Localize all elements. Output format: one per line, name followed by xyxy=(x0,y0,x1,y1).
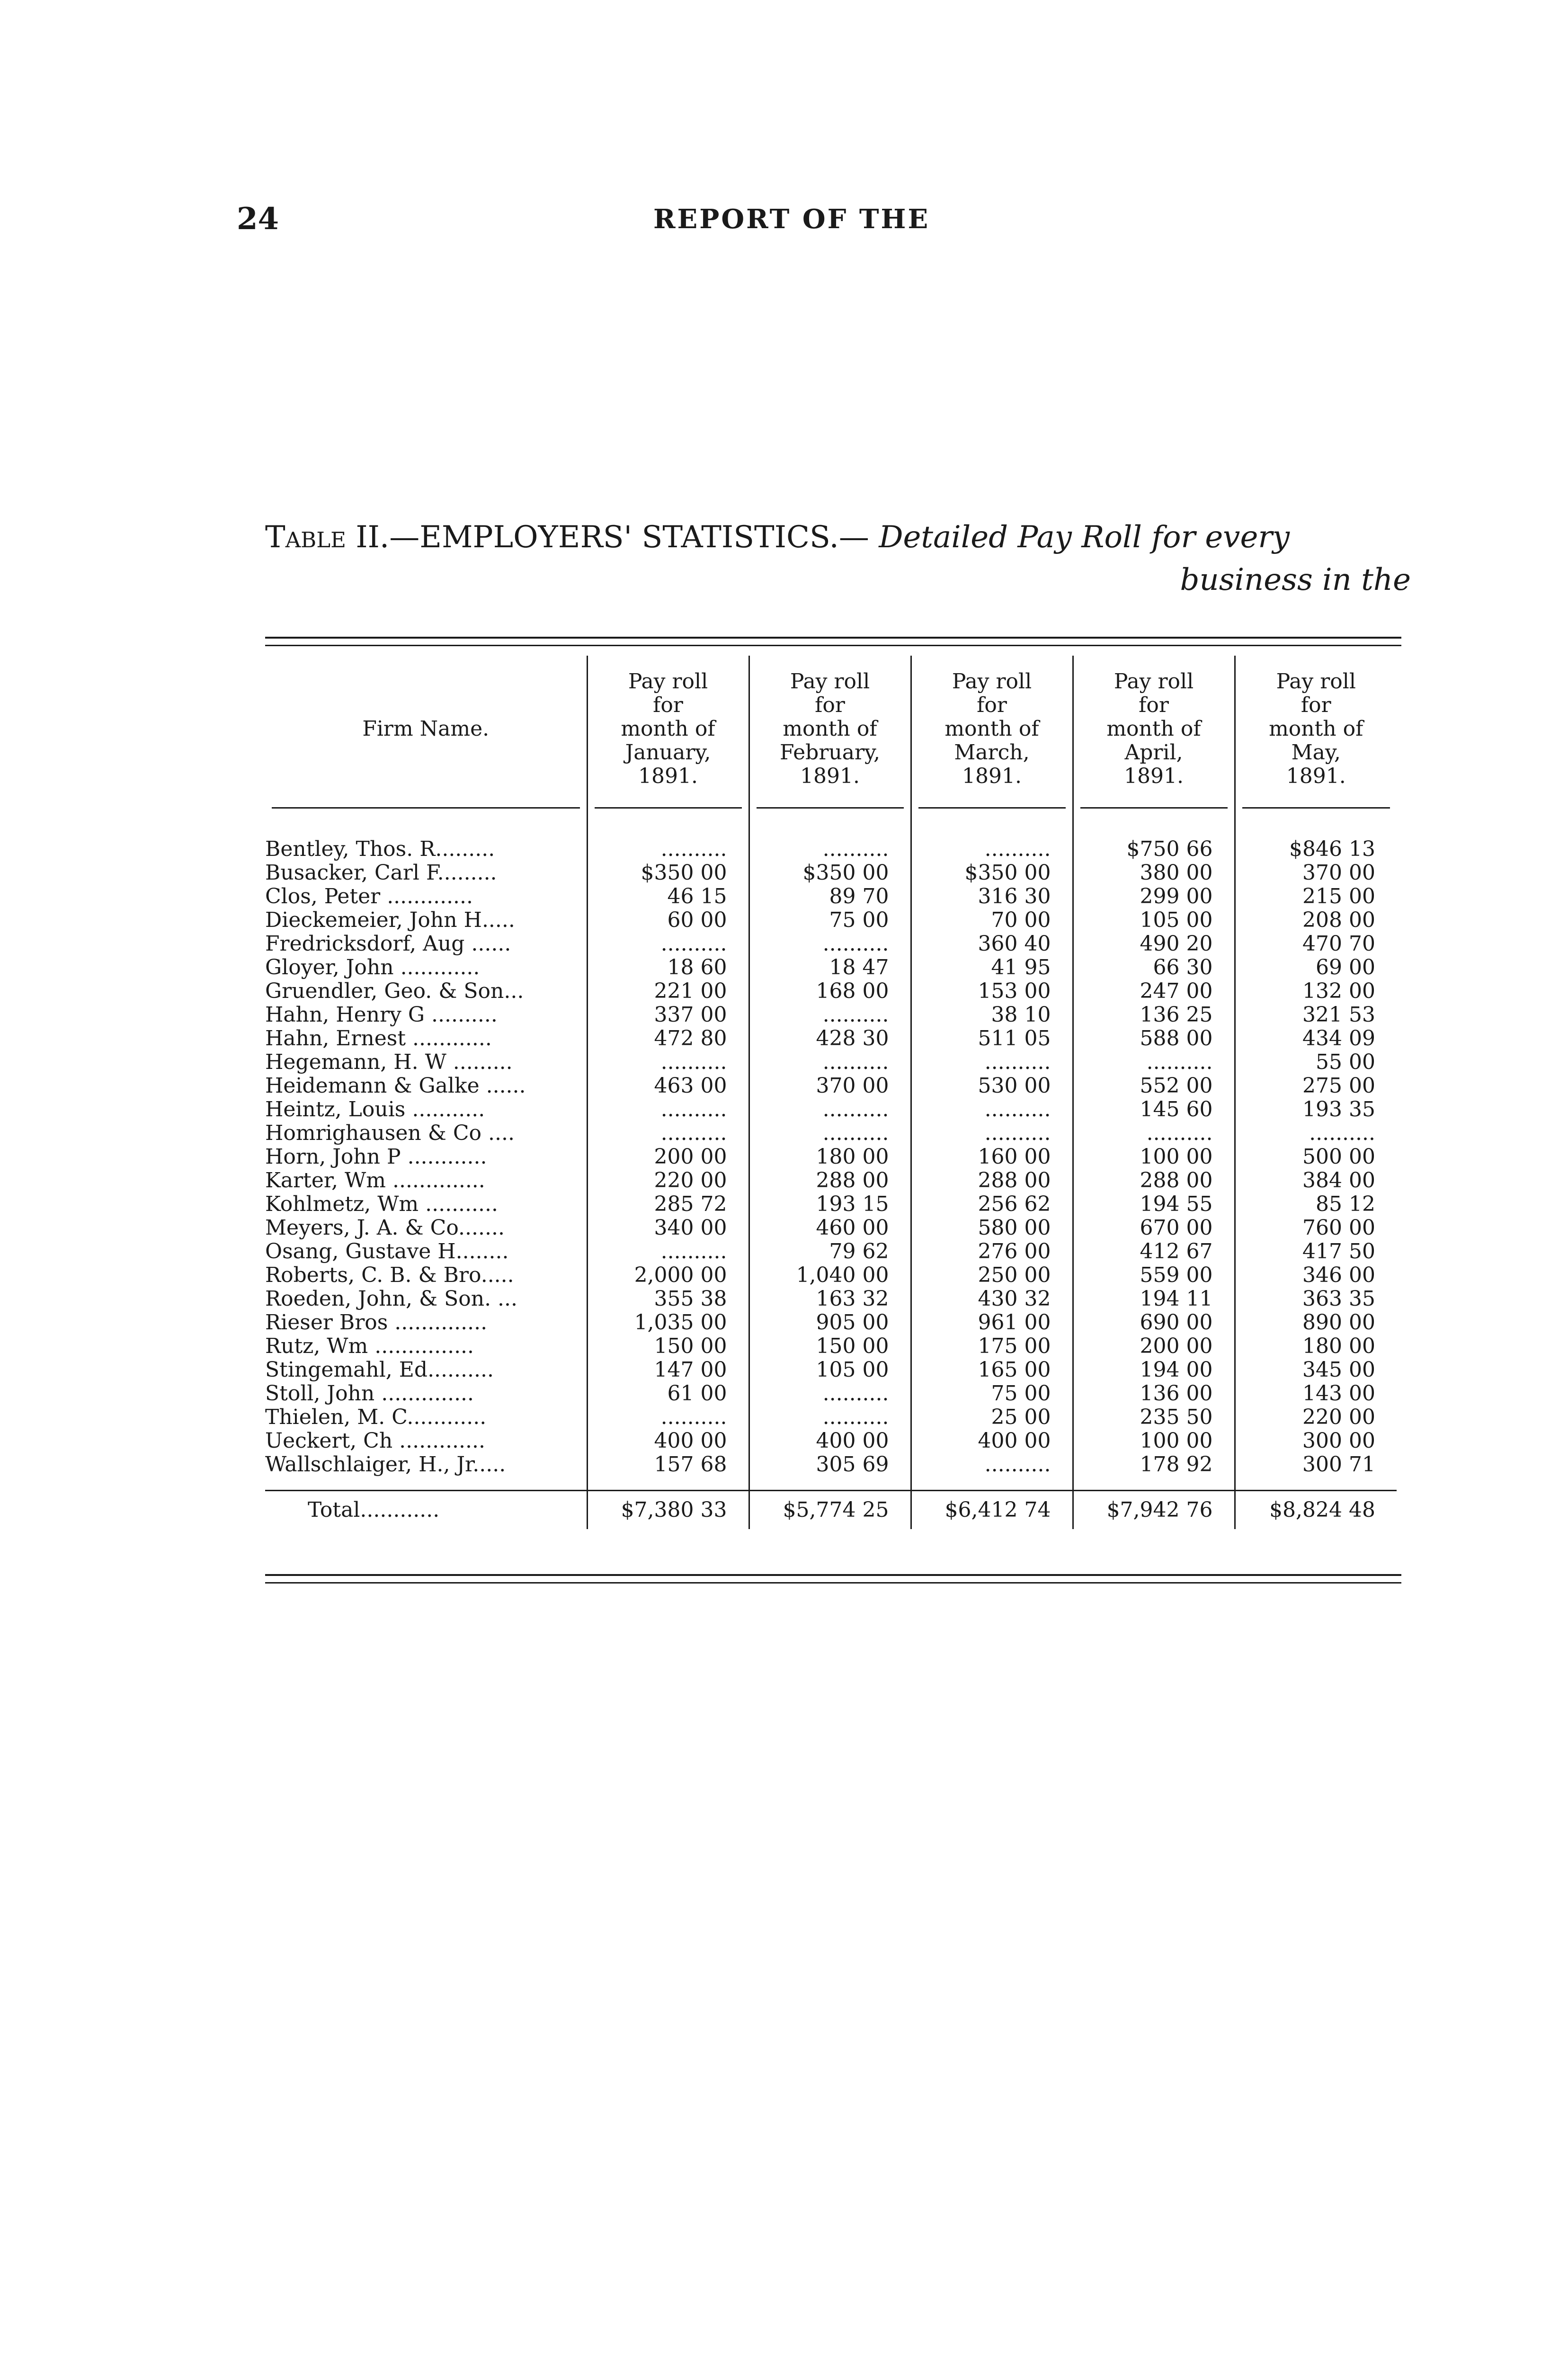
payroll-cell: 760 00 xyxy=(1235,1216,1397,1240)
table-row xyxy=(265,1074,1397,1098)
payroll-cell: 380 00 xyxy=(1073,861,1235,885)
table-row xyxy=(265,1003,1397,1027)
separator-dash xyxy=(272,807,580,809)
payroll-cell: 430 32 xyxy=(911,1287,1073,1311)
firm-name-cell: Rutz, Wm ............... xyxy=(265,1335,474,1358)
firm-name-cell: Osang, Gustave H........ xyxy=(265,1240,509,1264)
firm-name-cell: Ueckert, Ch ............. xyxy=(265,1429,485,1453)
payroll-cell: 250 00 xyxy=(911,1264,1073,1287)
payroll-cell: 180 00 xyxy=(1235,1335,1397,1358)
spacer-cell xyxy=(749,824,911,837)
payroll-cell: 163 32 xyxy=(749,1287,911,1311)
firm-name-cell: Hegemann, H. W ......... xyxy=(265,1050,513,1074)
payroll-cell: .......... xyxy=(749,837,911,861)
payroll-cell: 370 00 xyxy=(749,1074,911,1098)
payroll-cell: 276 00 xyxy=(911,1240,1073,1264)
table-row xyxy=(265,1145,1397,1169)
caption-italic: Detailed Pay Roll for every xyxy=(879,520,1290,555)
total-cell: $5,774 25 xyxy=(749,1491,911,1530)
payroll-cell: 105 00 xyxy=(749,1358,911,1382)
total-label: Total............ xyxy=(265,1491,587,1530)
payroll-cell: 150 00 xyxy=(587,1335,749,1358)
payroll-cell: 143 00 xyxy=(1235,1382,1397,1406)
payroll-cell: 463 00 xyxy=(587,1074,749,1098)
firm-name-cell: Wallschlaiger, H., Jr..... xyxy=(265,1453,506,1477)
payroll-cell: 60 00 xyxy=(587,908,749,932)
caption-lead: Table xyxy=(265,520,346,555)
payroll-cell: 220 00 xyxy=(1235,1406,1397,1429)
top-rule-second xyxy=(265,645,1401,646)
payroll-cell: 100 00 xyxy=(1073,1429,1235,1453)
payroll-cell: 961 00 xyxy=(911,1311,1073,1335)
payroll-cell: 18 47 xyxy=(749,956,911,979)
payroll-cell: 288 00 xyxy=(1073,1169,1235,1192)
payroll-cell: 194 00 xyxy=(1073,1358,1235,1382)
header-line: 1891. xyxy=(1124,764,1184,788)
header-line: for xyxy=(1301,693,1331,717)
separator-cell xyxy=(587,791,749,824)
payroll-table xyxy=(265,656,1397,1529)
table-caption xyxy=(265,516,1411,601)
header-line: month of xyxy=(944,717,1039,741)
payroll-cell: 400 00 xyxy=(911,1429,1073,1453)
payroll-cell: 25 00 xyxy=(911,1406,1073,1429)
payroll-cell: 136 00 xyxy=(1073,1382,1235,1406)
payroll-cell: 1,035 00 xyxy=(587,1311,749,1335)
firm-name-cell: Heintz, Louis ........... xyxy=(265,1098,485,1121)
payroll-cell: 434 09 xyxy=(1235,1027,1397,1050)
column-header-month-5 xyxy=(1235,656,1397,791)
payroll-cell: 363 35 xyxy=(1235,1287,1397,1311)
payroll-cell: 345 00 xyxy=(1235,1358,1397,1382)
table-row xyxy=(265,932,1397,956)
payroll-cell: 18 60 xyxy=(587,956,749,979)
total-cell: $6,412 74 xyxy=(911,1491,1073,1530)
table-row xyxy=(265,1169,1397,1192)
firm-name-cell: Gruendler, Geo. & Son... xyxy=(265,979,524,1003)
table-row xyxy=(265,1098,1397,1121)
payroll-cell: 100 00 xyxy=(1073,1145,1235,1169)
header-line: January, xyxy=(625,740,711,765)
firm-name-cell: Roberts, C. B. & Bro..... xyxy=(265,1264,514,1287)
payroll-cell: 69 00 xyxy=(1235,956,1397,979)
payroll-cell: .......... xyxy=(1073,1050,1235,1074)
payroll-cell: 300 00 xyxy=(1235,1429,1397,1453)
payroll-cell: .......... xyxy=(1073,1121,1235,1145)
payroll-cell: 46 15 xyxy=(587,885,749,908)
payroll-cell: .......... xyxy=(911,1453,1073,1477)
header-line: 1891. xyxy=(638,764,698,788)
payroll-cell: 193 15 xyxy=(749,1192,911,1216)
payroll-cell: 157 68 xyxy=(587,1453,749,1477)
payroll-cell: 200 00 xyxy=(1073,1335,1235,1358)
payroll-cell: 79 62 xyxy=(749,1240,911,1264)
table-row xyxy=(265,1358,1397,1382)
payroll-cell: .......... xyxy=(1235,1121,1397,1145)
table-row xyxy=(265,1311,1397,1335)
total-cell: $7,380 33 xyxy=(587,1491,749,1530)
table-row xyxy=(265,1335,1397,1358)
bottom-rule-second xyxy=(265,1582,1401,1584)
table-row xyxy=(265,1240,1397,1264)
header-line: April, xyxy=(1124,740,1183,765)
payroll-cell: 147 00 xyxy=(587,1358,749,1382)
payroll-cell: 1,040 00 xyxy=(749,1264,911,1287)
firm-name-cell: Horn, John P ............ xyxy=(265,1145,487,1169)
table-head xyxy=(265,656,1397,791)
payroll-cell: 160 00 xyxy=(911,1145,1073,1169)
payroll-cell: 559 00 xyxy=(1073,1264,1235,1287)
firm-name-cell: Karter, Wm .............. xyxy=(265,1169,485,1192)
separator-row xyxy=(265,791,1397,824)
payroll-cell: 690 00 xyxy=(1073,1311,1235,1335)
payroll-cell: 360 40 xyxy=(911,932,1073,956)
payroll-cell: 136 25 xyxy=(1073,1003,1235,1027)
payroll-cell: .......... xyxy=(749,1382,911,1406)
header-line: Pay roll xyxy=(1114,669,1194,694)
separator-dash xyxy=(918,807,1066,809)
table-body xyxy=(265,791,1397,1529)
spacer-cell xyxy=(1073,824,1235,837)
header-row xyxy=(265,656,1397,791)
table-row xyxy=(265,837,1397,861)
separator-dash xyxy=(1080,807,1228,809)
spacer-cell xyxy=(1073,1477,1235,1491)
payroll-cell: .......... xyxy=(911,1098,1073,1121)
separator-cell xyxy=(911,791,1073,824)
payroll-cell: .......... xyxy=(587,1240,749,1264)
firm-name-cell: Busacker, Carl F......... xyxy=(265,861,497,885)
total-cell: $7,942 76 xyxy=(1073,1491,1235,1530)
payroll-cell: $750 66 xyxy=(1073,837,1235,861)
header-line: 1891. xyxy=(800,764,860,788)
payroll-cell: 321 53 xyxy=(1235,1003,1397,1027)
payroll-cell: .......... xyxy=(911,1121,1073,1145)
payroll-cell: 670 00 xyxy=(1073,1216,1235,1240)
payroll-cell: 193 35 xyxy=(1235,1098,1397,1121)
caption-line-1 xyxy=(265,516,1411,559)
payroll-cell: 194 11 xyxy=(1073,1287,1235,1311)
payroll-cell: 180 00 xyxy=(749,1145,911,1169)
spacer-row xyxy=(265,824,1397,837)
firm-name-cell: Thielen, M. C............ xyxy=(265,1406,487,1429)
spacer-cell xyxy=(911,1477,1073,1491)
payroll-cell: 66 30 xyxy=(1073,956,1235,979)
payroll-cell: 70 00 xyxy=(911,908,1073,932)
firm-name-cell: Stingemahl, Ed.......... xyxy=(265,1358,494,1382)
payroll-cell: 105 00 xyxy=(1073,908,1235,932)
firm-name-cell: Hahn, Henry G .......... xyxy=(265,1003,498,1027)
payroll-cell: 208 00 xyxy=(1235,908,1397,932)
payroll-cell: .......... xyxy=(749,932,911,956)
top-rule xyxy=(265,637,1401,639)
payroll-cell: 89 70 xyxy=(749,885,911,908)
separator-dash xyxy=(595,807,742,809)
payroll-cell: 288 00 xyxy=(749,1169,911,1192)
header-line: for xyxy=(1139,693,1169,717)
header-line: May, xyxy=(1291,740,1341,765)
table-row xyxy=(265,1216,1397,1240)
payroll-cell: 580 00 xyxy=(911,1216,1073,1240)
payroll-cell: 194 55 xyxy=(1073,1192,1235,1216)
payroll-cell: 400 00 xyxy=(587,1429,749,1453)
payroll-cell: 490 20 xyxy=(1073,932,1235,956)
table-row xyxy=(265,956,1397,979)
spacer-cell xyxy=(911,824,1073,837)
payroll-cell: 200 00 xyxy=(587,1145,749,1169)
payroll-cell: 75 00 xyxy=(749,908,911,932)
payroll-cell: 38 10 xyxy=(911,1003,1073,1027)
table-row xyxy=(265,1121,1397,1145)
table-row xyxy=(265,861,1397,885)
payroll-cell: 178 92 xyxy=(1073,1453,1235,1477)
spacer-cell xyxy=(1235,1477,1397,1491)
firm-name-cell: Dieckemeier, John H..... xyxy=(265,908,515,932)
caption-continuation: business in the xyxy=(1180,562,1411,597)
payroll-cell: 472 80 xyxy=(587,1027,749,1050)
firm-name-cell: Gloyer, John ............ xyxy=(265,956,480,979)
table-row xyxy=(265,1429,1397,1453)
payroll-cell: 41 95 xyxy=(911,956,1073,979)
firm-name-cell: Roeden, John, & Son. ... xyxy=(265,1287,518,1311)
payroll-cell: .......... xyxy=(749,1121,911,1145)
firm-name-cell: Hahn, Ernest ............ xyxy=(265,1027,492,1050)
separator-cell xyxy=(1073,791,1235,824)
payroll-cell: 552 00 xyxy=(1073,1074,1235,1098)
header-line: Firm Name. xyxy=(362,717,490,741)
total-row xyxy=(265,1491,1397,1530)
payroll-cell: 165 00 xyxy=(911,1358,1073,1382)
table-row xyxy=(265,1050,1397,1074)
payroll-cell: 384 00 xyxy=(1235,1169,1397,1192)
payroll-cell: 85 12 xyxy=(1235,1192,1397,1216)
header-line: month of xyxy=(1269,717,1363,741)
page-number: 24 xyxy=(237,201,279,237)
column-header-firm-name xyxy=(265,656,587,791)
table-row xyxy=(265,908,1397,932)
payroll-cell: 275 00 xyxy=(1235,1074,1397,1098)
payroll-cell: .......... xyxy=(587,1098,749,1121)
table-row xyxy=(265,1453,1397,1477)
payroll-cell: .......... xyxy=(749,1003,911,1027)
payroll-cell: 337 00 xyxy=(587,1003,749,1027)
spacer-cell xyxy=(749,1477,911,1491)
header-line: for xyxy=(815,693,845,717)
payroll-cell: .......... xyxy=(587,1121,749,1145)
separator-dash xyxy=(1242,807,1390,809)
header-line: for xyxy=(977,693,1007,717)
payroll-cell: $846 13 xyxy=(1235,837,1397,861)
payroll-cell: 370 00 xyxy=(1235,861,1397,885)
payroll-cell: 428 30 xyxy=(749,1027,911,1050)
firm-name-cell: Rieser Bros .............. xyxy=(265,1311,488,1335)
payroll-cell: 340 00 xyxy=(587,1216,749,1240)
spacer-cell xyxy=(265,1477,587,1491)
header-line: Pay roll xyxy=(1276,669,1356,694)
column-header-month-1 xyxy=(587,656,749,791)
separator-dash xyxy=(757,807,904,809)
separator-cell xyxy=(1235,791,1397,824)
column-header-month-2 xyxy=(749,656,911,791)
payroll-cell: 300 71 xyxy=(1235,1453,1397,1477)
payroll-cell: 256 62 xyxy=(911,1192,1073,1216)
payroll-cell: 247 00 xyxy=(1073,979,1235,1003)
payroll-cell: 305 69 xyxy=(749,1453,911,1477)
payroll-cell: 890 00 xyxy=(1235,1311,1397,1335)
running-head: REPORT OF THE xyxy=(653,204,930,235)
spacer-cell xyxy=(587,824,749,837)
table-row xyxy=(265,1382,1397,1406)
payroll-cell: 175 00 xyxy=(911,1335,1073,1358)
payroll-cell: $350 00 xyxy=(749,861,911,885)
table-row xyxy=(265,979,1397,1003)
payroll-cell: $350 00 xyxy=(911,861,1073,885)
caption-title: II.—EMPLOYERS' STATISTICS.— xyxy=(346,520,879,555)
payroll-cell: 511 05 xyxy=(911,1027,1073,1050)
header-line: March, xyxy=(954,740,1030,765)
payroll-cell: 288 00 xyxy=(911,1169,1073,1192)
table-row xyxy=(265,1192,1397,1216)
payroll-cell: .......... xyxy=(911,1050,1073,1074)
firm-name-cell: Heidemann & Galke ...... xyxy=(265,1074,526,1098)
payroll-cell: 346 00 xyxy=(1235,1264,1397,1287)
header-line: Pay roll xyxy=(628,669,708,694)
payroll-cell: 355 38 xyxy=(587,1287,749,1311)
total-cell: $8,824 48 xyxy=(1235,1491,1397,1530)
payroll-cell: .......... xyxy=(587,1406,749,1429)
header-line: for xyxy=(653,693,683,717)
payroll-cell: 285 72 xyxy=(587,1192,749,1216)
header-line: month of xyxy=(1106,717,1201,741)
bottom-rule xyxy=(265,1574,1401,1576)
payroll-cell: 2,000 00 xyxy=(587,1264,749,1287)
payroll-cell: 55 00 xyxy=(1235,1050,1397,1074)
payroll-cell: 400 00 xyxy=(749,1429,911,1453)
firm-name-cell: Homrighausen & Co .... xyxy=(265,1121,515,1145)
separator-cell xyxy=(265,791,587,824)
payroll-cell: .......... xyxy=(911,837,1073,861)
separator-cell xyxy=(749,791,911,824)
payroll-cell: 316 30 xyxy=(911,885,1073,908)
payroll-cell: 168 00 xyxy=(749,979,911,1003)
payroll-cell: 75 00 xyxy=(911,1382,1073,1406)
table-row xyxy=(265,1406,1397,1429)
firm-name-cell: Bentley, Thos. R......... xyxy=(265,837,495,861)
firm-name-cell: Stoll, John .............. xyxy=(265,1382,474,1406)
payroll-cell: 145 60 xyxy=(1073,1098,1235,1121)
header-line: February, xyxy=(780,740,880,765)
payroll-cell: .......... xyxy=(587,1050,749,1074)
spacer-cell xyxy=(587,1477,749,1491)
spacer-cell xyxy=(1235,824,1397,837)
firm-name-cell: Kohlmetz, Wm ........... xyxy=(265,1192,498,1216)
payroll-cell: 460 00 xyxy=(749,1216,911,1240)
firm-name-cell: Fredricksdorf, Aug ...... xyxy=(265,932,511,956)
payroll-cell: 417 50 xyxy=(1235,1240,1397,1264)
header-line: month of xyxy=(621,717,715,741)
payroll-cell: 412 67 xyxy=(1073,1240,1235,1264)
spacer-cell xyxy=(265,824,587,837)
payroll-cell: 132 00 xyxy=(1235,979,1397,1003)
payroll-cell: 588 00 xyxy=(1073,1027,1235,1050)
payroll-cell: 220 00 xyxy=(587,1169,749,1192)
payroll-cell: .......... xyxy=(587,932,749,956)
payroll-cell: 500 00 xyxy=(1235,1145,1397,1169)
table-row xyxy=(265,885,1397,908)
header-line: 1891. xyxy=(962,764,1022,788)
payroll-cell: .......... xyxy=(587,837,749,861)
payroll-cell: 61 00 xyxy=(587,1382,749,1406)
column-header-month-4 xyxy=(1073,656,1235,791)
header-line: Pay roll xyxy=(952,669,1032,694)
header-line: Pay roll xyxy=(790,669,870,694)
column-header-month-3 xyxy=(911,656,1073,791)
payroll-cell: 470 70 xyxy=(1235,932,1397,956)
payroll-cell: .......... xyxy=(749,1098,911,1121)
payroll-cell: $350 00 xyxy=(587,861,749,885)
payroll-cell: 221 00 xyxy=(587,979,749,1003)
table-row xyxy=(265,1264,1397,1287)
payroll-cell: .......... xyxy=(749,1050,911,1074)
payroll-cell: 905 00 xyxy=(749,1311,911,1335)
table-row xyxy=(265,1287,1397,1311)
payroll-cell: 530 00 xyxy=(911,1074,1073,1098)
spacer-row xyxy=(265,1477,1397,1491)
payroll-cell: 150 00 xyxy=(749,1335,911,1358)
payroll-cell: 215 00 xyxy=(1235,885,1397,908)
firm-name-cell: Clos, Peter ............. xyxy=(265,885,473,908)
payroll-cell: 299 00 xyxy=(1073,885,1235,908)
payroll-cell: 235 50 xyxy=(1073,1406,1235,1429)
payroll-cell: .......... xyxy=(749,1406,911,1429)
header-line: month of xyxy=(783,717,877,741)
header-line: 1891. xyxy=(1286,764,1346,788)
firm-name-cell: Meyers, J. A. & Co....... xyxy=(265,1216,505,1240)
payroll-cell: 153 00 xyxy=(911,979,1073,1003)
table-row xyxy=(265,1027,1397,1050)
